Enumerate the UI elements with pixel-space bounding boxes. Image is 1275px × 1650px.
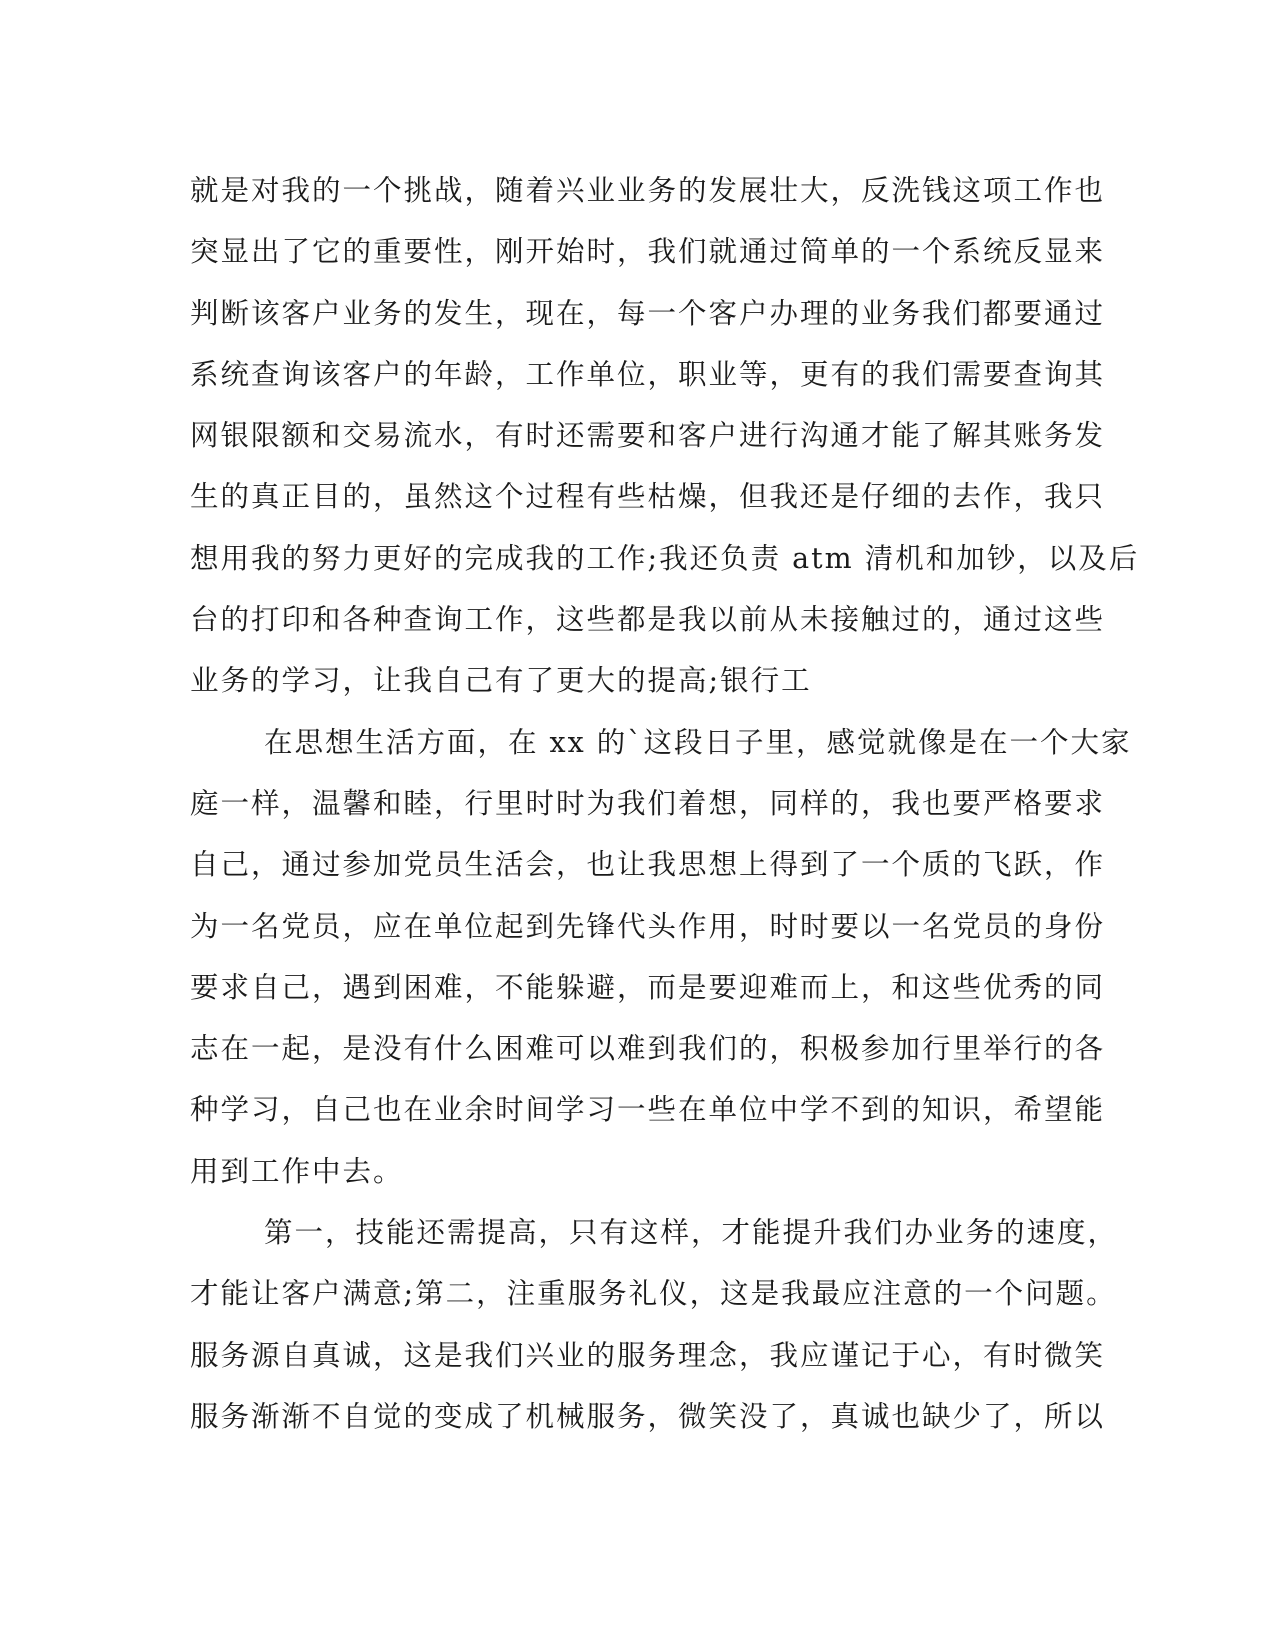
text-line: 生的真正目的，虽然这个过程有些枯燥，但我还是仔细的去作，我只 [190, 480, 1106, 514]
text-line: 为一名党员，应在单位起到先锋代头作用，时时要以一名党员的身份 [190, 909, 1106, 943]
text-line: 自己，通过参加党员生活会，也让我思想上得到了一个质的飞跃，作 [190, 848, 1106, 882]
text-line: 判断该客户业务的发生，现在，每一个客户办理的业务我们都要通过 [190, 296, 1106, 330]
text-line: 志在一起，是没有什么困难可以难到我们的，积极参加行里举行的各 [190, 1032, 1106, 1066]
text-line: 服务渐渐不自觉的变成了机械服务，微笑没了，真诚也缺少了，所以 [190, 1399, 1106, 1433]
text-line: 想用我的努力更好的完成我的工作;我还负责 atm 清机和加钞，以及后 [190, 541, 1140, 575]
text-line: 第一，技能还需提高，只有这样，才能提升我们办业务的速度， [264, 1216, 1119, 1250]
paragraph-3 [190, 1202, 1119, 1447]
text-line: 就是对我的一个挑战，随着兴业业务的发展壮大，反洗钱这项工作也 [190, 174, 1106, 207]
text-line: 业务的学习，让我自己有了更大的提高;银行工 [190, 664, 812, 698]
text-line: 种学习，自己也在业余时间学习一些在单位中学不到的知识，希望能 [190, 1093, 1106, 1127]
text-line: 系统查询该客户的年龄，工作单位，职业等，更有的我们需要查询其 [190, 357, 1106, 391]
text-line: 庭一样，温馨和睦，行里时时为我们着想，同样的，我也要严格要求 [190, 786, 1106, 820]
document-body [190, 160, 1140, 1447]
text-line: 才能让客户满意;第二，注重服务礼仪，这是我最应注意的一个问题。 [190, 1277, 1117, 1311]
text-line: 服务源自真诚，这是我们兴业的服务理念，我应谨记于心，有时微笑 [190, 1338, 1106, 1372]
text-line: 台的打印和各种查询工作，这些都是我以前从未接触过的，通过这些 [190, 603, 1106, 637]
paragraph-2 [190, 712, 1132, 1202]
paragraph-1 [190, 160, 1140, 712]
text-line: 网银限额和交易流水，有时还需要和客户进行沟通才能了解其账务发 [190, 419, 1106, 453]
text-line: 要求自己，遇到困难，不能躲避，而是要迎难而上，和这些优秀的同 [190, 970, 1106, 1004]
text-line: 突显出了它的重要性，刚开始时，我们就通过简单的一个系统反显来 [190, 235, 1106, 269]
text-line: 用到工作中去。 [190, 1154, 404, 1188]
text-line: 在思想生活方面，在 xx 的`这段日子里，感觉就像是在一个大家 [264, 725, 1132, 759]
